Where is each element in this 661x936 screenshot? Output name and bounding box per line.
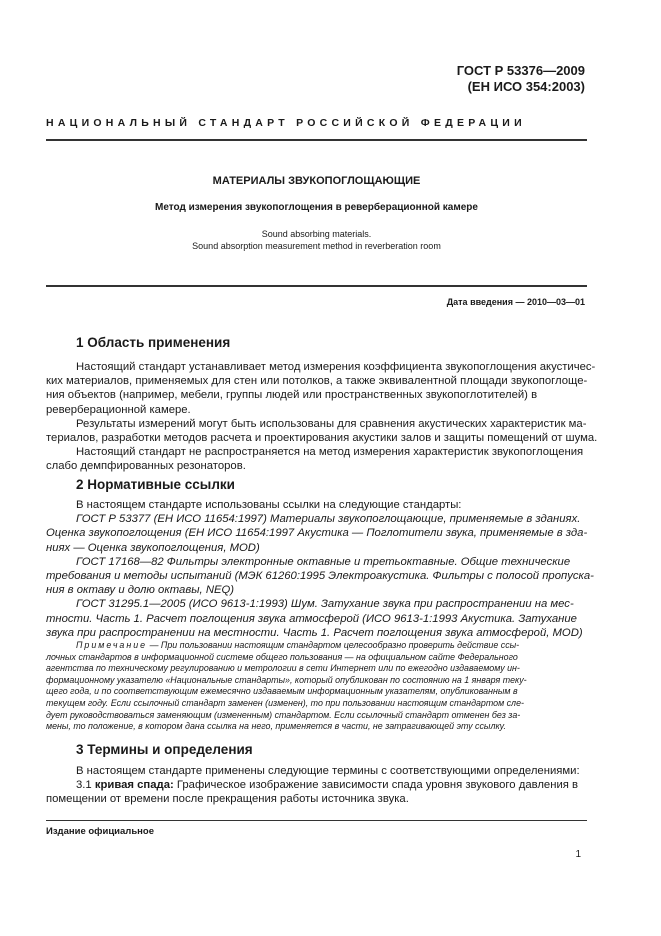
note-block [46, 640, 587, 733]
section-2-heading: 2 Нормативные ссылки [76, 477, 235, 492]
note-line: щего года, и по соответствующим ежемесячно издаваемым информационным указателям, опубликованным в [46, 686, 518, 697]
reference-line: ГОСТ Р 53377 (ЕН ИСО 11654:1997) Материалы звукопоглощающие, применяемые в зданиях. [76, 513, 581, 526]
gost-number: ГОСТ Р 53376—2009 [456, 63, 585, 78]
date-of-introduction: Дата введения — 2010—03—01 [446, 297, 585, 307]
footer-rule [46, 820, 587, 821]
text-line: В настоящем стандарте использованы ссылки на следующие стандарты: [76, 499, 462, 511]
text-line: слабо демпфированных резонаторов. [46, 460, 246, 473]
english-title [46, 228, 587, 252]
english-title-line: Sound absorption measurement method in reverberation room [192, 241, 441, 251]
edition-label: Издание официальное [46, 826, 154, 837]
top-rule [46, 139, 587, 141]
en-iso-number: (ЕН ИСО 354:2003) [467, 79, 585, 94]
standard-subtitle: Метод измерения звукопоглощения в реверберационной камере [155, 202, 478, 213]
text-line: Настоящий стандарт устанавливает метод измерения коэффициента звукопоглощения акустичес- [76, 361, 596, 373]
section-2-text [46, 498, 594, 640]
term-definition: помещении от времени после прекращения работы источника звука. [46, 793, 409, 806]
note-line: формационному указателю «Национальные стандарты», который опубликован по состоянию на 1 января теку- [46, 674, 527, 685]
reference-line: ГОСТ 31295.1—2005 (ИСО 9613-1:1993) Шум. Затухание звука при распространении на мес- [76, 598, 574, 611]
reference-line: ния в октаву и долю октавы, NEQ) [46, 584, 235, 597]
standard-title: МАТЕРИАЛЫ ЗВУКОПОГЛОЩАЮЩИЕ [212, 175, 421, 187]
text-line: Настоящий стандарт не распространяется на метод измерения характеристик звукопоглощения [76, 446, 584, 459]
reference-line: тности. Часть 1. Расчет поглощения звука атмосферой (ИСО 9613-1:1993 Акустика. Затухание [46, 612, 577, 625]
section-1-heading: 1 Область применения [76, 335, 231, 350]
reference-line: требования и методы испытаний (МЭК 61260:1995 Электроакустика. Фильтры с полосой пропуска- [46, 570, 594, 583]
text-line: ких материалов, применяемых для стен или потолков, а также эквивалентной площади звукопоглоще- [46, 375, 588, 388]
text-line: реверберационной камере. [46, 403, 191, 416]
note-line: дует руководствоваться заменяющим (измененным) стандартом. Если ссылочный стандарт отменен без за- [46, 709, 521, 720]
text-line: Результаты измерений могут быть использованы для сравнения акустических характеристик ма- [76, 417, 587, 430]
page-number: 1 [575, 849, 581, 860]
note-line: — При пользовании настоящим стандартом целесообразно проверить действие ссы- [147, 640, 520, 650]
note-line: агентства по техническому регулированию и метрологии в сети Интернет или по ежегодно издаваемому ин- [46, 663, 520, 674]
section-3-text [46, 764, 587, 807]
note-line: мены, то положение, в котором дана ссылка на него, применяется в части, не затрагивающей эту ссылку. [46, 721, 506, 732]
section-1-text [46, 360, 598, 474]
section-3-heading: 3 Термины и определения [76, 742, 253, 757]
term-number: 3.1 [76, 779, 95, 792]
note-line: лочных стандартов в информационной системе общего пользования — на официальном сайте Федерального [46, 651, 518, 662]
reference-line: ниях — Оценка звукопоглощения, MOD) [46, 541, 260, 554]
text-line: териалов, разработки методов расчета и проектирования акустики залов и защиты помещений от шума. [46, 432, 598, 445]
text-line: В настоящем стандарте применены следующие термины с соответствующими определениями: [76, 765, 580, 777]
text-line: ния объектов (например, мебели, группы людей или пространственных звукопоглотителей) в [46, 389, 538, 402]
national-standard-banner: НАЦИОНАЛЬНЫЙ СТАНДАРТ РОССИЙСКОЙ ФЕДЕРАЦИИ [46, 117, 526, 129]
note-label: Примечание [76, 640, 148, 650]
reference-line: Оценка звукопоглощения (ЕН ИСО 11654:1997 Акустика — Поглотители звука, применяемые в зда- [46, 527, 588, 540]
note-line: текущем году. Если ссылочный стандарт заменен (изменен), то при пользовании настоящим стандартом сле- [46, 697, 524, 708]
reference-line: ГОСТ 17168—82 Фильтры электронные октавные и третьоктавные. Общие технические [76, 555, 571, 568]
term-name: кривая спада: [94, 779, 174, 792]
document-header [457, 63, 585, 95]
term-definition: Графическое изображение зависимости спада уровня звукового давления в [173, 779, 579, 792]
title-rule [46, 285, 587, 287]
reference-line: звука при распространении на местности. Часть 1. Расчет поглощения звука атмосферой, MOD) [46, 626, 583, 639]
english-title-line: Sound absorbing materials. [261, 229, 372, 239]
